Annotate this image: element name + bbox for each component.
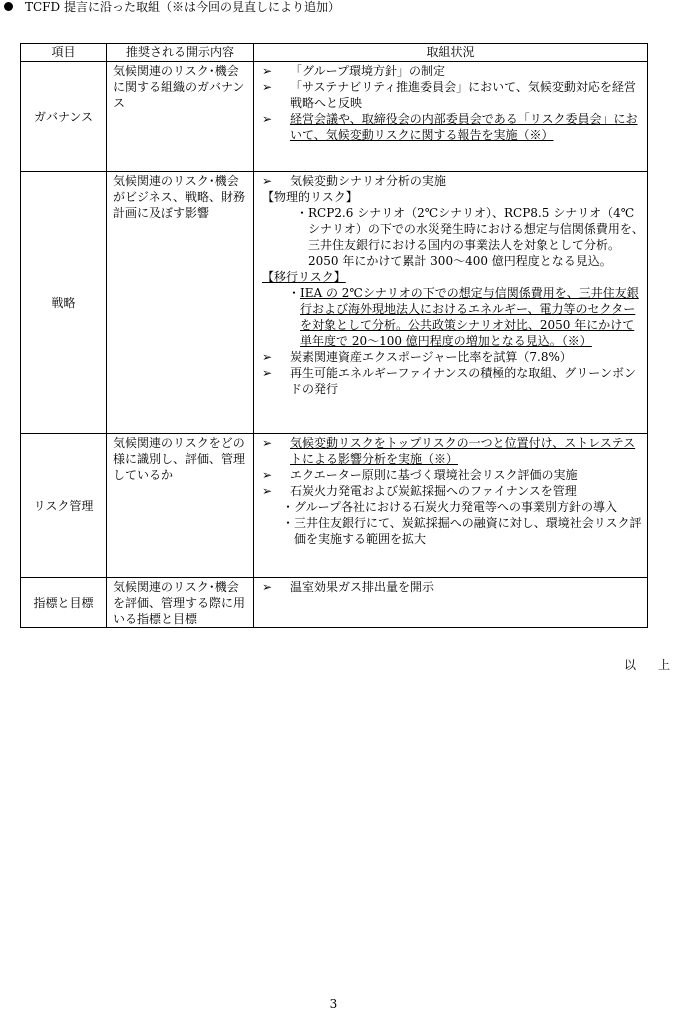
table-row: [21, 62, 648, 172]
status-dot-item: [260, 205, 644, 269]
status-bullet-text: エクエーター原則に基づく環境社会リスク評価の実施: [290, 468, 578, 482]
status-dot-text: RCP2.6 シナリオ（2℃シナリオ）、RCP8.5 シナリオ（4℃シナリオ）の下での水災発生時における想定与信関係費用を、三井住友銀行における国内の事業法人を対象として分析。2050 年にかけて累計 300～400 億円程度となる見込。: [308, 206, 644, 268]
status-subheading-text: 【移行リスク】: [262, 270, 346, 284]
row-item: リスク管理: [21, 434, 107, 578]
status-dot-item: [260, 499, 644, 515]
status-bullet-text: 気候変動リスクをトップリスクの一つと位置付け、ストレステストによる影響分析を実施（※）: [290, 436, 636, 466]
row-status: [254, 434, 648, 578]
row-recommended: 気候関連のリスク･機会を評価、管理する際に用いる指標と目標: [107, 578, 254, 628]
status-bullet-item: [260, 79, 644, 111]
row-recommended: 気候関連のリスク･機会がビジネス、戦略、財務計画に及ぼす影響: [107, 172, 254, 434]
status-bullet-text: 石炭火力発電および炭鉱採掘へのファイナンスを管理: [290, 484, 577, 498]
row-status: [254, 578, 648, 628]
tcfd-table: [20, 43, 648, 628]
dot-bullet-icon: ・: [296, 206, 309, 220]
status-subheading-text: 【物理的リスク】: [262, 190, 358, 204]
status-bullet-text: 経営会議や、取締役会の内部委員会である「リスク委員会」において、気候変動リスクに関する報告を実施（※）: [290, 112, 638, 142]
arrow-bullet-icon: ➢: [262, 580, 273, 594]
row-status: [254, 62, 648, 172]
status-bullet-item: [260, 63, 644, 79]
header-recommended: 推奨される開示内容: [107, 44, 254, 62]
section-heading-text: TCFD 提言に沿った取組（※は今回の見直しにより追加）: [25, 0, 340, 14]
row-recommended: 気候関連のリスク･機会に関する組織のガバナンス: [107, 62, 254, 172]
status-dot-item: [260, 515, 644, 547]
dot-bullet-icon: ・: [282, 516, 295, 530]
status-bullet-item: [260, 483, 644, 499]
header-status: 取組状況: [254, 44, 648, 62]
arrow-bullet-icon: ➢: [262, 468, 273, 482]
status-dot-item: [260, 285, 644, 349]
status-dot-text: IEA の 2℃シナリオの下での想定与信関係費用を、三井住友銀行および海外現地法人におけるエネルギー、電力等のセクターを対象として分析。公共政策シナリオ対比、2050 年にかけて単年度で 20～100 億円程度の増加となる見込。（※）: [300, 286, 639, 348]
arrow-bullet-icon: ➢: [262, 366, 273, 380]
page-number: 3: [329, 997, 338, 1011]
status-subheading: [260, 269, 644, 285]
status-bullet-item: [260, 173, 644, 189]
status-dot-text: グループ各社における石炭火力発電等への事業別方針の導入: [294, 500, 618, 514]
arrow-bullet-icon: ➢: [262, 436, 273, 450]
table-row: [21, 172, 648, 434]
status-bullet-item: [260, 365, 644, 397]
arrow-bullet-icon: ➢: [262, 64, 273, 78]
status-bullet-item: [260, 349, 644, 365]
table-header-row: [21, 44, 648, 62]
status-bullet-item: [260, 579, 644, 595]
status-bullet-text: 「サステナビリティ推進委員会」において、気候変動対応を経営戦略へと反映: [290, 80, 636, 110]
status-subheading: [260, 189, 644, 205]
arrow-bullet-icon: ➢: [262, 350, 273, 364]
status-bullet-item: [260, 467, 644, 483]
bullet-icon: [4, 2, 13, 11]
row-item: 指標と目標: [21, 578, 107, 628]
arrow-bullet-icon: ➢: [262, 484, 273, 498]
section-heading: [4, 0, 340, 14]
arrow-bullet-icon: ➢: [262, 174, 273, 188]
table-row: [21, 434, 648, 578]
dot-bullet-icon: ・: [282, 500, 295, 514]
row-status: [254, 172, 648, 434]
row-item: ガバナンス: [21, 62, 107, 172]
closing-mark: 以上: [624, 658, 692, 672]
status-bullet-text: 温室効果ガス排出量を開示: [290, 580, 435, 594]
status-bullet-item: [260, 435, 644, 467]
arrow-bullet-icon: ➢: [262, 80, 273, 94]
row-item: 戦略: [21, 172, 107, 434]
status-bullet-text: 気候変動シナリオ分析の実施: [290, 174, 446, 188]
status-bullet-text: 炭素関連資産エクスポージャー比率を試算（7.8%）: [290, 350, 572, 364]
row-recommended: 気候関連のリスクをどの様に識別し、評価、管理しているか: [107, 434, 254, 578]
dot-bullet-icon: ・: [288, 286, 301, 300]
arrow-bullet-icon: ➢: [262, 112, 273, 126]
table-row: [21, 578, 648, 628]
status-bullet-text: 「グループ環境方針」の制定: [290, 64, 446, 78]
status-bullet-item: [260, 111, 644, 143]
header-item: 項目: [21, 44, 107, 62]
status-dot-text: 三井住友銀行にて、炭鉱採掘への融資に対し、環境社会リスク評価を実施する範囲を拡大: [294, 516, 642, 546]
status-bullet-text: 再生可能エネルギーファイナンスの積極的な取組、グリーンボンドの発行: [290, 366, 636, 396]
